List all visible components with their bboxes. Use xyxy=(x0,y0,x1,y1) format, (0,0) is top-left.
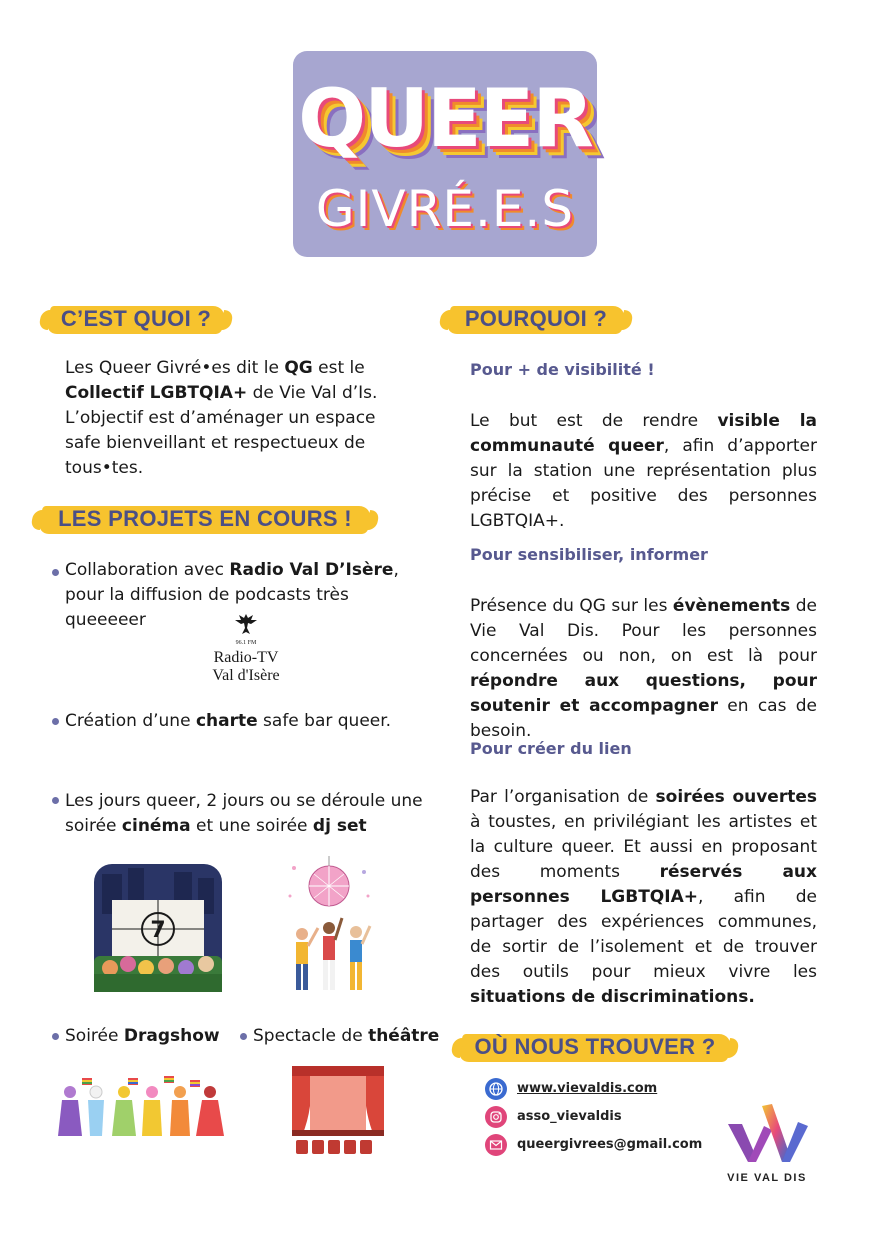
heading-cest-quoi: C’EST QUOI ? xyxy=(48,300,224,338)
bullet xyxy=(52,797,59,804)
mail-icon xyxy=(485,1134,507,1156)
cinema-illustration xyxy=(94,864,222,992)
bullet xyxy=(52,718,59,725)
theatre-illustration xyxy=(292,1066,384,1158)
logo-line-givrees: GIVRÉ.E.S xyxy=(315,180,575,238)
project-charte: Création d’une charte safe bar queer. xyxy=(65,711,392,731)
globe-icon xyxy=(485,1078,507,1100)
bullet xyxy=(240,1033,247,1040)
heading-pourquoi: POURQUOI ? xyxy=(448,300,624,338)
bullet xyxy=(52,1033,59,1040)
email-link[interactable]: queergivrees@gmail.com xyxy=(517,1137,703,1152)
subheading-sensibiliser: Pour sensibiliser, informer xyxy=(470,545,708,564)
subheading-lien: Pour créer du lien xyxy=(470,739,632,758)
svg-text:7: 7 xyxy=(150,918,166,943)
vv-mark-icon xyxy=(720,1100,814,1166)
subheading-visibilite: Pour + de visibilité ! xyxy=(470,360,655,379)
website-link[interactable]: www.vievaldis.com xyxy=(517,1081,658,1096)
project-radio: Collaboration avec Radio Val D’Isère, pour la diffusion de podcasts très queeeeer xyxy=(65,560,399,630)
vie-val-dis-logo: VIE VAL DIS xyxy=(720,1100,814,1184)
project-jours-queer: Les jours queer, 2 jours ou se déroule une soirée cinéma et une soirée dj set xyxy=(65,791,423,836)
project-dragshow: Soirée Dragshow xyxy=(65,1026,220,1046)
cest-quoi-text: Les Queer Givré•es dit le QG est le Collectif LGBTQIA+ de Vie Val d’Is. L’objectif est d’aménager un espace safe bienveillant et respectueux de tous•tes. xyxy=(65,358,378,478)
pourquoi-sensibiliser-text: Présence du QG sur les évènements de Vie Val Dis. Pour les personnes concernées ou non, on est là pour répondre aux questions, pour soutenir et accompagner en cas de besoin. xyxy=(470,596,817,741)
instagram-link[interactable]: asso_vievaldis xyxy=(517,1109,622,1124)
pourquoi-visibilite-text: Le but est de rendre visible la communauté queer, afin d’apporter sur la station une représentation plus précise et positive des personnes LGBTQIA+. xyxy=(470,411,817,531)
logo-line-queer: QUEER xyxy=(298,72,592,165)
pourquoi-lien-text: Par l’organisation de soirées ouvertes à toustes, en privilégiant les artistes et la culture queer. Et aussi en proposant des moments réservés aux personnes LGBTQIA+, afin de partager des expériences communes, de sortir de l’isolement et de trouver des outils pour mieux vivre les situations de discriminations. xyxy=(470,787,817,1007)
bullet xyxy=(52,569,59,576)
instagram-icon xyxy=(485,1106,507,1128)
dragshow-illustration xyxy=(58,1076,228,1138)
eagle-icon xyxy=(233,612,259,638)
radio-tv-logo: 96.1 FM Radio-TV Val d'Isère xyxy=(196,612,296,694)
dj-set-illustration xyxy=(284,856,374,996)
project-theatre: Spectacle de théâtre xyxy=(253,1026,440,1046)
heading-ou-nous-trouver: OÙ NOUS TROUVER ? xyxy=(460,1028,730,1066)
queer-givrees-logo xyxy=(293,51,597,257)
heading-projets: LES PROJETS EN COURS ! xyxy=(40,500,370,538)
